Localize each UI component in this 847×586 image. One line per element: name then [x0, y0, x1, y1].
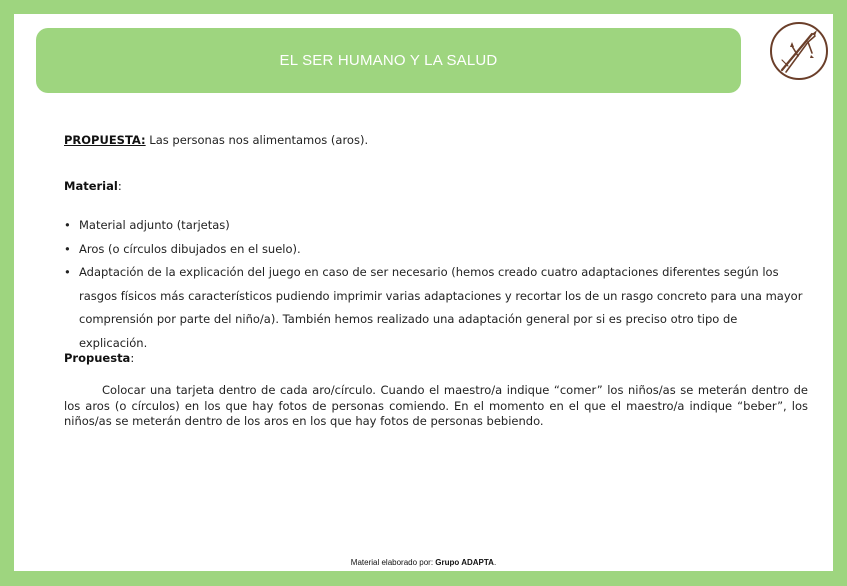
footer-prefix: Material elaborado por:: [350, 558, 436, 567]
proposal-line: [64, 133, 368, 147]
footer-author: Grupo ADAPTA: [435, 558, 494, 567]
material-list: [64, 214, 808, 355]
list-item: • Aros (o círculos dibujados en el suelo).: [64, 238, 808, 262]
material-heading-colon: :: [117, 179, 122, 193]
list-item: • Material adjunto (tarjetas): [64, 214, 808, 238]
header-banner: [36, 28, 741, 93]
footer-credit: [14, 558, 833, 567]
material-heading: [64, 179, 122, 193]
footer-suffix: .: [493, 558, 497, 567]
propuesta-description: Colocar una tarjeta dentro de cada aro/círculo. Cuando el maestro/a indique “comer” los niños/as se meterán dentro de los aros (o círculos) en los que hay fotos de personas comiendo. En el momento en el que el maestro/a indique “beber”, los niños/as se meterán dentro de los aros en los que hay fotos de personas bebiendo.: [64, 383, 808, 428]
propuesta-heading-colon: :: [130, 351, 135, 365]
proposal-label: PROPUESTA:: [64, 133, 146, 147]
proposal-text: Las personas nos alimentamos (aros).: [145, 133, 369, 147]
propuesta-heading-label: Propuesta: [64, 351, 131, 365]
page-title: EL SER HUMANO Y LA SALUD: [279, 52, 498, 69]
list-item: • Adaptación de la explicación del juego en caso de ser necesario (hemos creado cuatro adaptaciones diferentes según los rasgos físicos más característicos pudiendo imprimir varias adaptaciones y recortar los de un rasgo concreto para una mayor comprensión por parte del niño/a). También hemos realizado una adaptación general por si es preciso otro tipo de explicación.: [64, 261, 808, 355]
material-heading-label: Material: [64, 179, 118, 193]
propuesta-heading: [64, 351, 134, 365]
document-page: [14, 14, 833, 571]
paint-brushes-logo-icon: [768, 20, 830, 82]
